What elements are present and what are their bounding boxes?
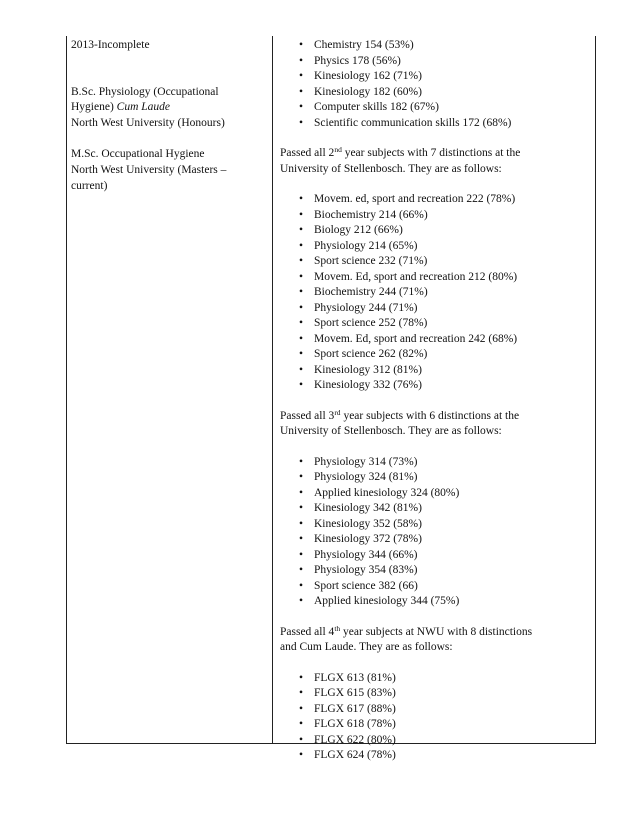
subject-list-item [280,733,592,749]
bullet-icon: • [299,502,304,514]
bullet-icon: • [299,671,304,684]
bullet-icon: • [299,455,304,468]
subject-text: Physiology 354 (83%) [314,564,418,576]
subject-text: Computer skills 182 (67%) [314,101,439,113]
bullet-icon: • [299,733,304,746]
subject-text: Movem. Ed, sport and recreation 242 (68%) [314,332,518,345]
fourth-year-heading [280,625,592,641]
subject-list-item [280,85,592,101]
bsc-degree-line2-text: Hygiene) [71,101,117,114]
subject-list-item [280,316,592,332]
bullet-icon: • [299,595,304,607]
subject-list-item [280,332,592,348]
bullet-icon: • [299,687,304,699]
subject-text: Kinesiology 332 (76%) [314,379,422,391]
subject-list-item [280,717,592,733]
subject-list-item [280,270,592,286]
subject-text: Applied kinesiology 344 (75%) [314,595,460,607]
subject-text: Scientific communication skills 172 (68%) [314,116,512,129]
subject-list-item [280,69,592,85]
subject-list-item [280,254,592,270]
subject-list-item [280,532,592,548]
qualification-column [71,38,271,194]
bsc-degree-line1: B.Sc. Physiology (Occupational [71,85,219,98]
bullet-icon: • [299,208,304,221]
subject-text: Biology 212 (66%) [314,224,403,236]
subject-list-item [280,301,592,317]
subject-list-item [280,223,592,239]
bullet-icon: • [299,70,304,82]
subject-list-item [280,54,592,70]
subject-list-item [280,563,592,579]
subject-text: Physiology 344 (66%) [314,548,418,561]
second-year-ordinal: nd [334,145,342,154]
subject-text: Movem. Ed, sport and recreation 212 (80%) [314,270,518,283]
subject-list-item [280,594,592,610]
subject-text: Physiology 324 (81%) [314,471,418,483]
subject-list-item [280,579,592,595]
bullet-icon: • [299,579,304,592]
bullet-icon: • [299,193,304,205]
bullet-icon: • [299,702,304,715]
subject-list-item [280,517,592,533]
bullet-icon: • [299,317,304,329]
subject-list-item [280,208,592,224]
third-year-subject-list [280,455,592,610]
bullet-icon: • [299,517,304,530]
bullet-icon: • [299,749,304,761]
subject-list-item [280,38,592,54]
subject-text: Physiology 244 (71%) [314,301,418,314]
bullet-icon: • [299,39,304,51]
subject-list-item [280,455,592,471]
subject-text: FLGX 618 (78%) [314,718,396,730]
bullet-icon: • [299,348,304,360]
subject-text: Kinesiology 162 (71%) [314,70,422,82]
subject-list-item [280,100,592,116]
bullet-icon: • [299,548,304,561]
subject-text: Physiology 214 (65%) [314,239,418,252]
bullet-icon: • [299,224,304,236]
subject-list-item [280,702,592,718]
subject-list-item [280,285,592,301]
subject-list-item [280,486,592,502]
fourth-year-heading-text: Passed all 4 [280,625,335,638]
bullet-icon: • [299,270,304,283]
subject-text: Kinesiology 312 (81%) [314,363,422,376]
bullet-icon: • [299,486,304,499]
subject-list-item [280,548,592,564]
bullet-icon: • [299,286,304,298]
fourth-year-subject-list [280,671,592,764]
bullet-icon: • [299,255,304,267]
subject-text: FLGX 613 (81%) [314,671,396,684]
subject-text: Movem. ed, sport and recreation 222 (78%) [314,193,516,205]
subject-list-item [280,116,592,132]
subject-list-item [280,671,592,687]
subject-list-item [280,363,592,379]
subject-text: Kinesiology 372 (78%) [314,533,422,545]
second-year-subject-list [280,192,592,394]
second-year-heading-line2: University of Stellenbosch. They are as follows: [280,162,502,175]
subject-text: Applied kinesiology 324 (80%) [314,486,460,499]
subject-list-item [280,470,592,486]
subjects-column [280,38,592,764]
subject-text: FLGX 617 (88%) [314,702,396,715]
subject-text: Sport science 262 (82%) [314,348,428,360]
subject-list-item [280,239,592,255]
second-year-heading-text-cont: year subjects with 7 distinctions at the [341,147,521,159]
bullet-icon: • [299,239,304,252]
second-year-heading [280,146,592,162]
subject-text: Biochemistry 214 (66%) [314,208,428,221]
subject-list-item [280,192,592,208]
bullet-icon: • [299,533,304,545]
first-year-subject-list [280,38,592,131]
subject-text: Sport science 382 (66) [314,579,418,592]
bullet-icon: • [299,379,304,391]
bsc-degree-line2 [71,100,271,116]
bullet-icon: • [299,301,304,314]
subject-text: Physiology 314 (73%) [314,455,418,468]
bullet-icon: • [299,471,304,483]
status-text: 2013-Incomplete [71,39,150,51]
subject-text: Physics 178 (56%) [314,54,401,67]
bullet-icon: • [299,363,304,376]
subject-text: FLGX 624 (78%) [314,749,396,761]
msc-degree: M.Sc. Occupational Hygiene [71,148,205,161]
bullet-icon: • [299,564,304,576]
bullet-icon: • [299,718,304,730]
fourth-year-heading-line2: and Cum Laude. They are as follows: [280,641,453,653]
subject-text: FLGX 615 (83%) [314,687,396,699]
msc-institution: North West University (Masters – [71,163,227,176]
bullet-icon: • [299,332,304,345]
subject-text: Sport science 252 (78%) [314,317,428,329]
bullet-icon: • [299,116,304,129]
subject-list-item [280,686,592,702]
subject-text: Kinesiology 352 (58%) [314,517,422,530]
third-year-ordinal: rd [334,407,341,417]
bullet-icon: • [299,101,304,113]
subject-text: Kinesiology 342 (81%) [314,502,422,514]
bsc-institution: North West University (Honours) [71,116,225,129]
third-year-heading-text-cont: year subjects with 6 distinctions at the [340,409,520,422]
third-year-heading-text: Passed all 3 [280,409,335,422]
subject-list-item [280,378,592,394]
subject-text: Kinesiology 182 (60%) [314,85,422,98]
bullet-icon: • [299,54,304,67]
subject-text: Sport science 232 (71%) [314,255,428,267]
subject-list-item [280,347,592,363]
fourth-year-ordinal: th [334,623,341,633]
subject-text: Chemistry 154 (53%) [314,39,414,51]
msc-status: current) [71,179,108,192]
column-divider [272,36,273,744]
cum-laude-text: Cum Laude [116,101,171,114]
second-year-heading-text: Passed all 2 [280,147,335,159]
fourth-year-heading-text-cont: year subjects at NWU with 8 distinctions [340,625,533,638]
subject-list-item [280,501,592,517]
third-year-heading-line2: University of Stellenbosch. They are as follows: [280,425,502,437]
subject-text: FLGX 622 (80%) [314,733,396,746]
bullet-icon: • [299,85,304,98]
subject-list-item [280,748,592,764]
third-year-heading [280,409,592,425]
subject-text: Biochemistry 244 (71%) [314,286,428,298]
